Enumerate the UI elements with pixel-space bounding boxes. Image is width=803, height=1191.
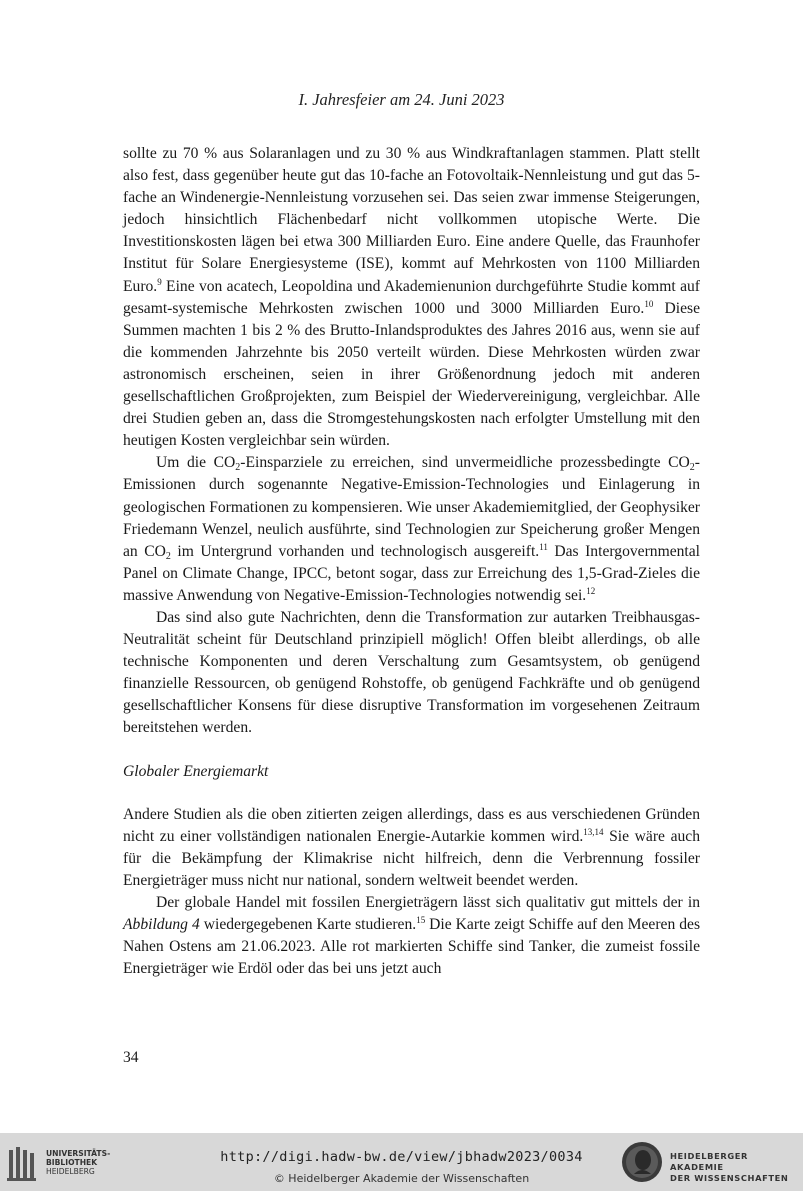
paragraph-4: Andere Studien als die oben zitierten zeigen allerdings, dass es aus verschiedenen Gründen nicht zu einer vollständigen nationalen Energie-Autarkie kommen wird.$^{13,14}$ Sie wäre auch für die Bekämpfung der Klimakrise nicht hilfreich, denn die Verbrennung fossiler Energieträger muss nicht nur national, sondern weltweit beendet werden. xyxy=(123,805,701,889)
paragraph-1: sollte zu 70 % aus Solaranlagen und zu 30 % aus Windkraftanlagen stammen. Platt stellt also fest, dass gegenüber heute gut das 10-fache an Fotovoltaik-Nennleistung und gut das 5-fache an Windenergie-Nennleistung vorzusehen sei. Das seien zwar immense Steigerungen, jedoch hinsichtlich Flächenbedarf nicht vollkommen utopische Werte. Die Investitionskosten lägen bei etwa 300 Milliarden Euro. Eine andere Quelle, das Fraunhofer Institut für Solare Energiesysteme (ISE), kommt auf Mehrkosten von 1100 Milliarden Euro.$^9$ Eine von acatech, Leopoldina und Akademienunion durchgeführte Studie kommt auf gesamt-systemische Mehrkosten zwischen 1000 und 3000 Milliarden Euro.$^{10}$ Diese Summen machten 1 bis 2 % des Brutto-Inlandsproduktes des Jahres 2016 aus, wenn sie auf die kommenden Jahrzehnte bis 2050 verteilt würden. Diese Mehrkosten würden zwar astronomisch erscheinen, seien in ihrer Größenordnung jedoch mit anderen gesellschaftlichen Großprojekten, zum Beispiel der Wiedervereinigung, vergleichbar. Alle drei Studien geben an, dass die Stromgestehungskosten nach erfolgter Umstellung mit den heutigen Kosten vergleichbar sein würden. xyxy=(123,145,700,450)
running-head: I. Jahresfeier am 24. Juni 2023 xyxy=(298,90,505,109)
academy-seal-icon xyxy=(620,1140,664,1184)
paragraph-5: Der globale Handel mit fossilen Energieträgern lässt sich qualitativ gut mittels der in Abbildung 4 wiedergegebenen Karte studieren.$^{15}$ Die Karte zeigt Schiffe auf den Meeren des Nahen Ostens am 21.06.2023. Alle rot markierten Schiffe sind Tanker, die zumeist fossile Energieträger wie Erdöl oder das bei uns jetzt auch xyxy=(123,894,701,978)
ub-logo-text: UNIVERSITÄTS- BIBLIOTHEK HEIDELBERG xyxy=(46,1149,111,1176)
paragraph-2: Um die $CO_2$-Einsparziele zu erreichen, sind unvermeidliche prozessbedingte $CO_2$-Emissionen durch sogenannte Negative-Emission-Technologies und Einlagerung in geologischen Formationen zu kompensieren. Wie unser Akademiemitglied, der Geophysiker Friedemann Wenzel, neulich ausführte, sind Technologien zur Speicherung großer Mengen an $CO_2$ im Untergrund vorhanden und technologisch ausgereift.$^{11}$ Das Intergovernmental Panel on Climate Change, IPCC, betont sogar, dass zur Erreichung des 1,5-Grad-Zieles die massive Anwendung von Negative-Emission-Technologies notwendig sei.$^{12}$ xyxy=(123,454,701,604)
footnote-ref-11: 11 xyxy=(539,541,548,552)
page-number: 34 xyxy=(123,1049,139,1066)
figure-reference: Abbildung 4 xyxy=(123,916,200,934)
footnote-ref-13-14: 13,14 xyxy=(583,826,604,837)
subscript-2: 2 xyxy=(165,550,171,562)
paragraph-3: Das sind also gute Nachrichten, denn die Transformation zur autarken Treibhausgas-Neutralität scheint für Deutschland prinzipiell möglich! Offen bleibt allerdings, ob alle technische Komponenten und deren Verschaltung zum Gesamtsystem, ob genügend finanzielle Ressourcen, ob genügend Rohstoffe, ob genügend Fachkräfte und ob genügend gesellschaftlicher Konsens für diese disruptive Transformation im vorgesehenen Zeitraum bereitstehen werden. xyxy=(123,608,700,737)
subscript-2: 2 xyxy=(235,462,241,474)
subscript-2: 2 xyxy=(689,462,695,474)
section-heading: Globaler Energiemarkt xyxy=(123,762,269,780)
hadw-logo-text: HEIDELBERGER AKADEMIE DER WISSENSCHAFTEN xyxy=(670,1151,789,1183)
footnote-ref-10: 10 xyxy=(644,298,654,309)
permalink-url[interactable]: http://digi.hadw-bw.de/view/jbhadw2023/0034 xyxy=(220,1149,583,1165)
footnote-ref-15: 15 xyxy=(416,915,426,926)
copyright-notice: © Heidelberger Akademie der Wissenschaften xyxy=(273,1172,530,1185)
footnote-ref-9: 9 xyxy=(157,276,162,287)
footnote-ref-12: 12 xyxy=(586,585,596,596)
digitization-footer xyxy=(0,1133,803,1191)
body-text xyxy=(123,143,700,980)
hadw-logo[interactable] xyxy=(620,1138,800,1186)
